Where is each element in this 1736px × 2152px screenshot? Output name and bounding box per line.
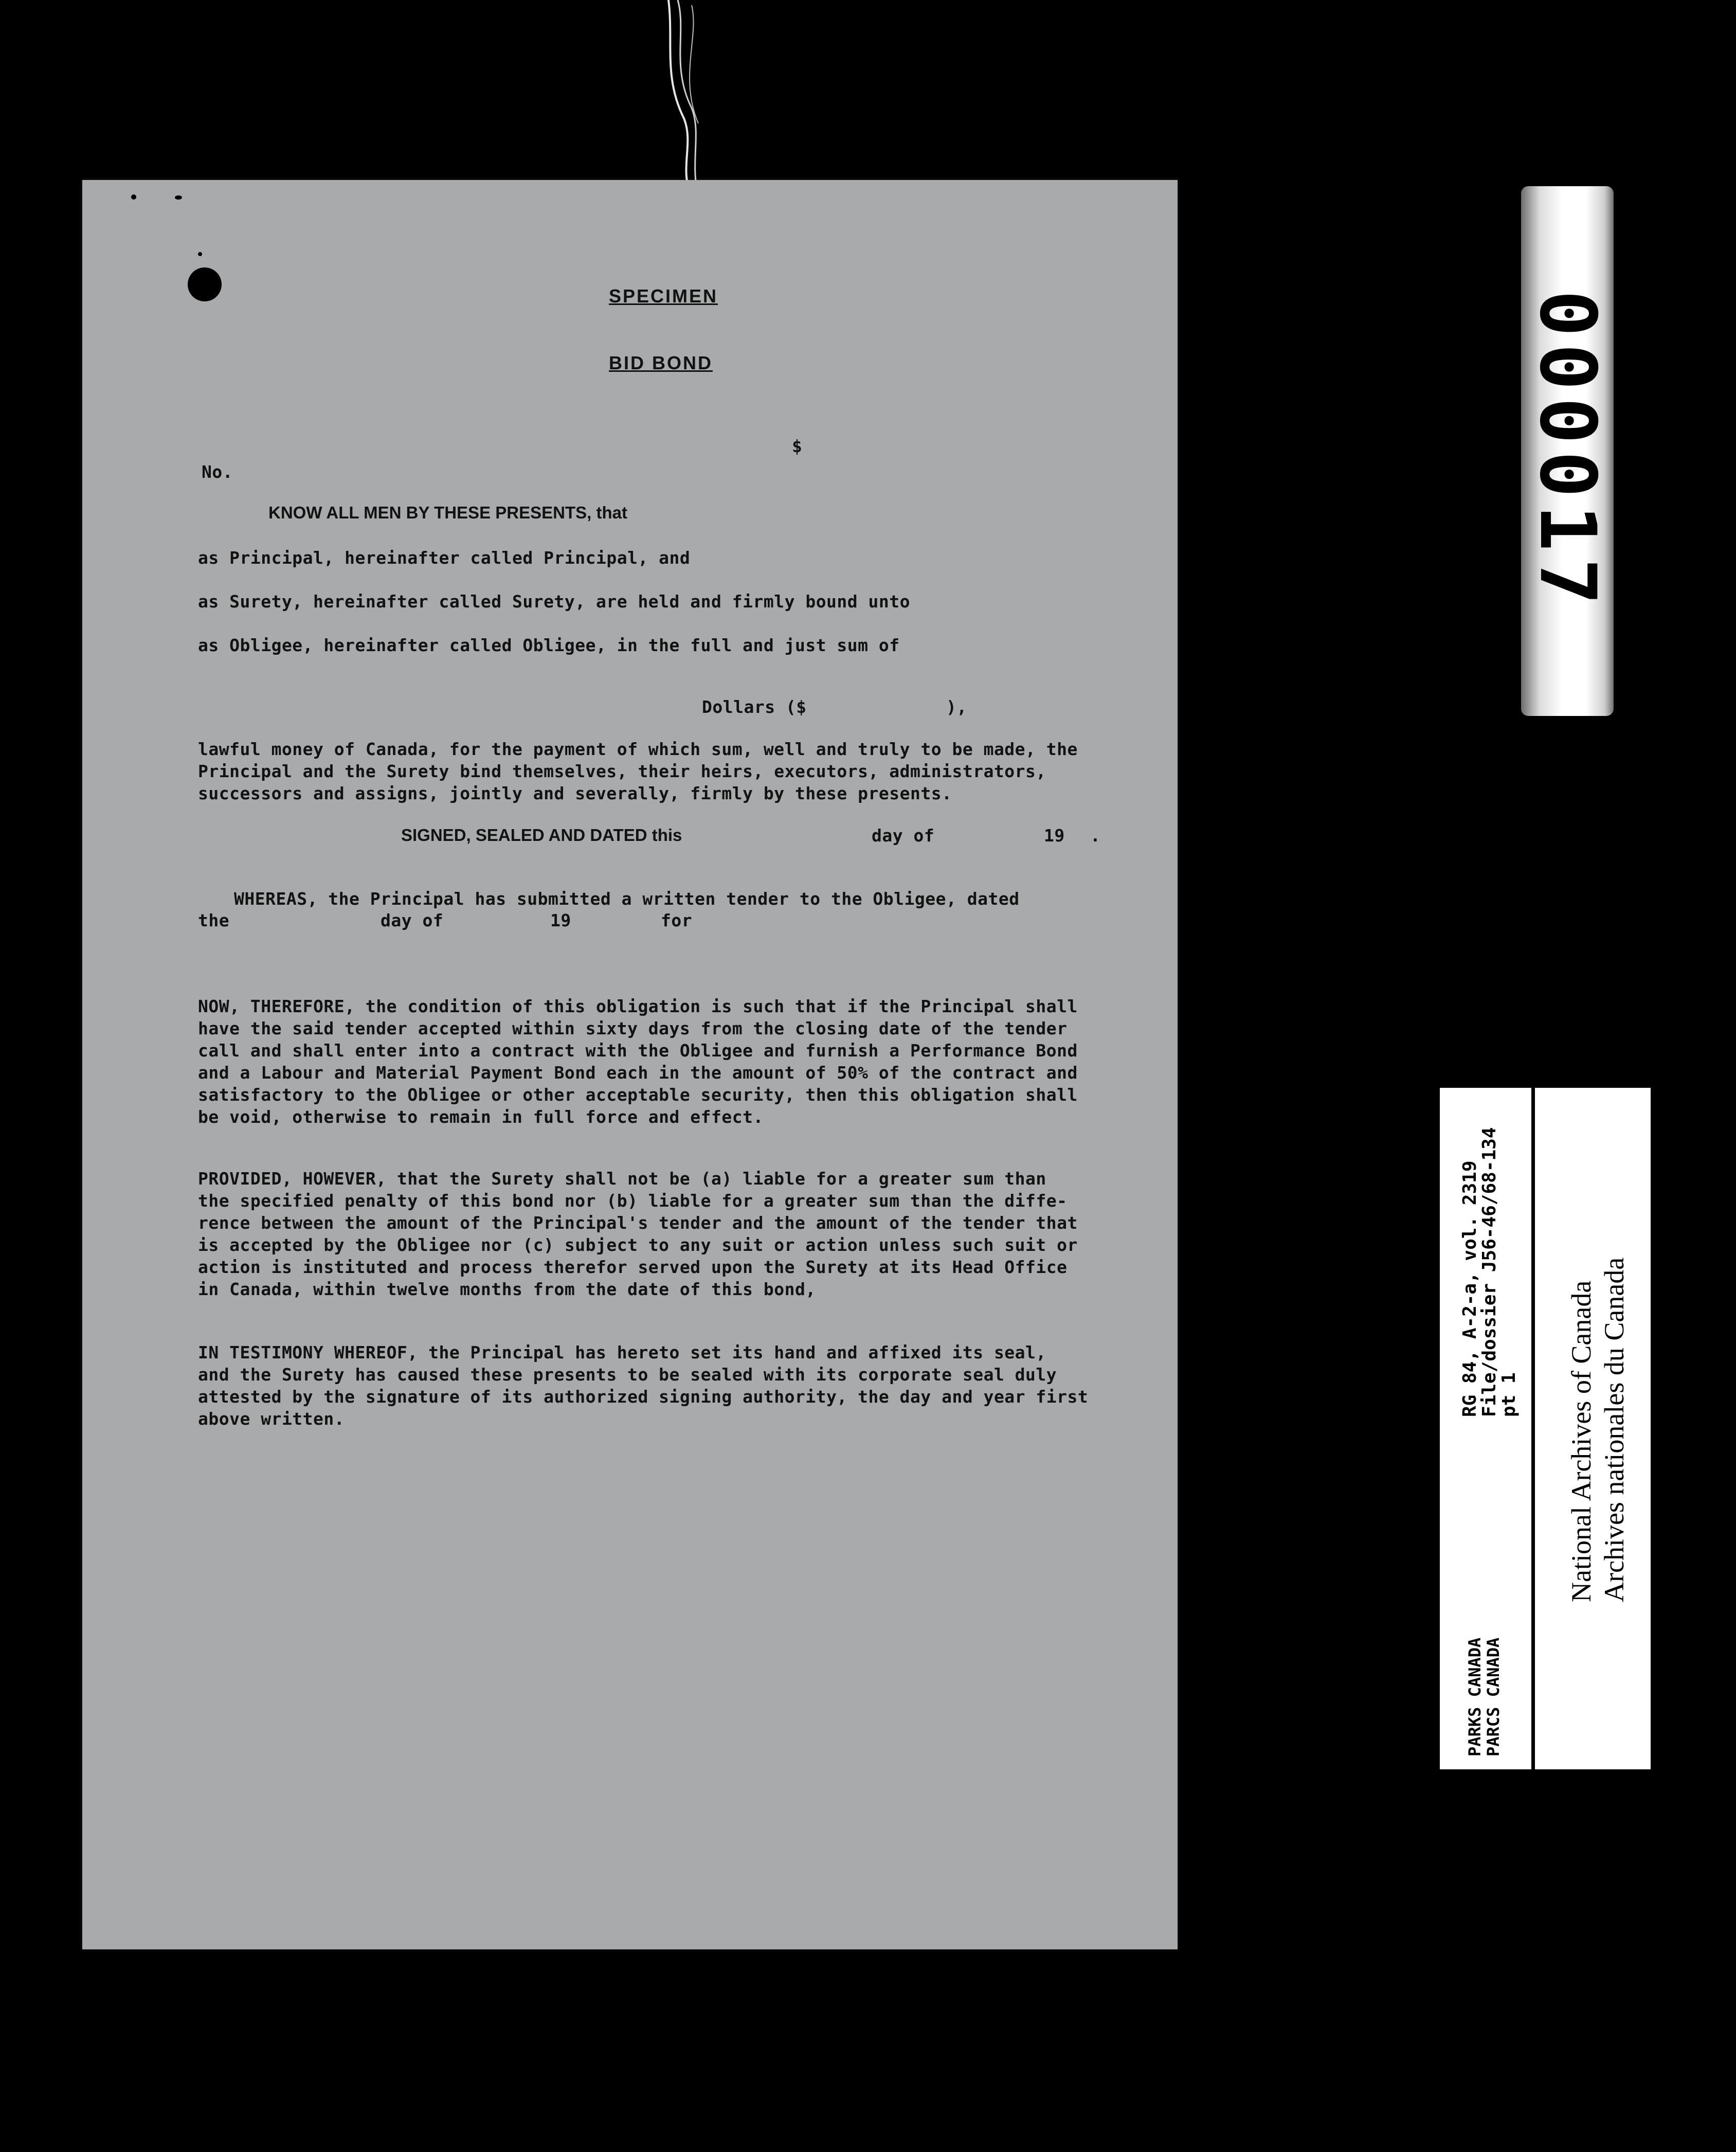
dollars-close: ), <box>946 697 967 717</box>
archive-reference-text: RG 84, A-2-a, vol. 2319 File/dossier J56-46/68-134 pt 1 <box>1459 1127 1520 1417</box>
archive-reference-card <box>1440 1088 1532 1769</box>
signed-day-label: day of <box>872 826 935 846</box>
in-testimony-paragraph: IN TESTIMONY WHEREOF, the Principal has hereto set its hand and affixed its seal, and the Surety has caused these presents to be sealed with its corporate seal duly attested by the signature of its authorized signing authority, the day and year first above written. <box>198 1342 1089 1429</box>
paper-speck <box>131 194 136 200</box>
whereas-line: WHEREAS, the Principal has submitted a written tender to the Obligee, dated <box>234 889 1020 909</box>
provided-however-paragraph: PROVIDED, HOWEVER, that the Surety shall not be (a) liable for a greater sum than the specified penalty of this bond nor (b) liable for a greater sum than the diffe- rence between the amount of the Principal's tender and the amount of the tender that is accepted by the Obligee nor (c) subject to any suit or action unless such suit or action is instituted and process therefor served upon the Surety at its Head Office in Canada, within twelve months from the date of this bond, <box>198 1169 1078 1299</box>
obligee-line: as Obligee, hereinafter called Obligee, in the full and just sum of <box>198 635 900 655</box>
principal-line: as Principal, hereinafter called Principal, and <box>198 548 691 568</box>
punch-hole <box>188 267 222 301</box>
lawful-money-paragraph: lawful money of Canada, for the payment of which sum, well and truly to be made, the Principal and the Surety bind themselves, their heirs, executors, administrators, successors and assigns, jointly and severally, firmly by these presents. <box>198 739 1078 803</box>
paper-speck <box>175 195 182 200</box>
dollars-label: Dollars ($ <box>702 697 807 717</box>
paper-speck <box>198 252 202 256</box>
signed-sealed-dated: SIGNED, SEALED AND DATED this <box>401 826 682 845</box>
amount-dollar-sign: $ <box>792 436 803 456</box>
frame-number: 000017 <box>1523 290 1612 612</box>
bid-bond-title: BID BOND <box>609 352 713 373</box>
whereas-year: 19 <box>550 910 571 930</box>
thread-fiber <box>0 0 1736 206</box>
whereas-for: for <box>661 910 693 930</box>
surety-line: as Surety, hereinafter called Surety, are held and firmly bound unto <box>198 591 911 612</box>
national-archives-band <box>1535 1088 1651 1769</box>
signed-period: . <box>1090 826 1101 846</box>
frame-number-strip <box>1521 186 1614 716</box>
specimen-heading: SPECIMEN <box>609 285 718 307</box>
national-archives-text: National Archives of Canada Archives nationales du Canada <box>1566 1257 1630 1602</box>
now-therefore-paragraph: NOW, THEREFORE, the condition of this obligation is such that if the Principal shall have the said tender accepted within sixty days from the closing date of the tender call and shall enter into a contract with the Obligee and furnish a Performance Bond and a Labour and Material Payment Bond each in the amount of 50% of the contract and satisfactory to the Obligee or other acceptable security, then this obligation shall be void, otherwise to remain in full force and effect. <box>198 996 1078 1127</box>
signed-year-label: 19 <box>1044 826 1065 846</box>
bid-bond-page <box>82 180 1178 1949</box>
parks-canada-text: PARKS CANADA PARCS CANADA <box>1465 1637 1503 1756</box>
know-all-men-line: KNOW ALL MEN BY THESE PRESENTS, that <box>268 503 627 522</box>
whereas-day: day of <box>381 910 444 930</box>
bond-number-label: No. <box>202 462 233 482</box>
whereas-the: the <box>198 910 230 930</box>
